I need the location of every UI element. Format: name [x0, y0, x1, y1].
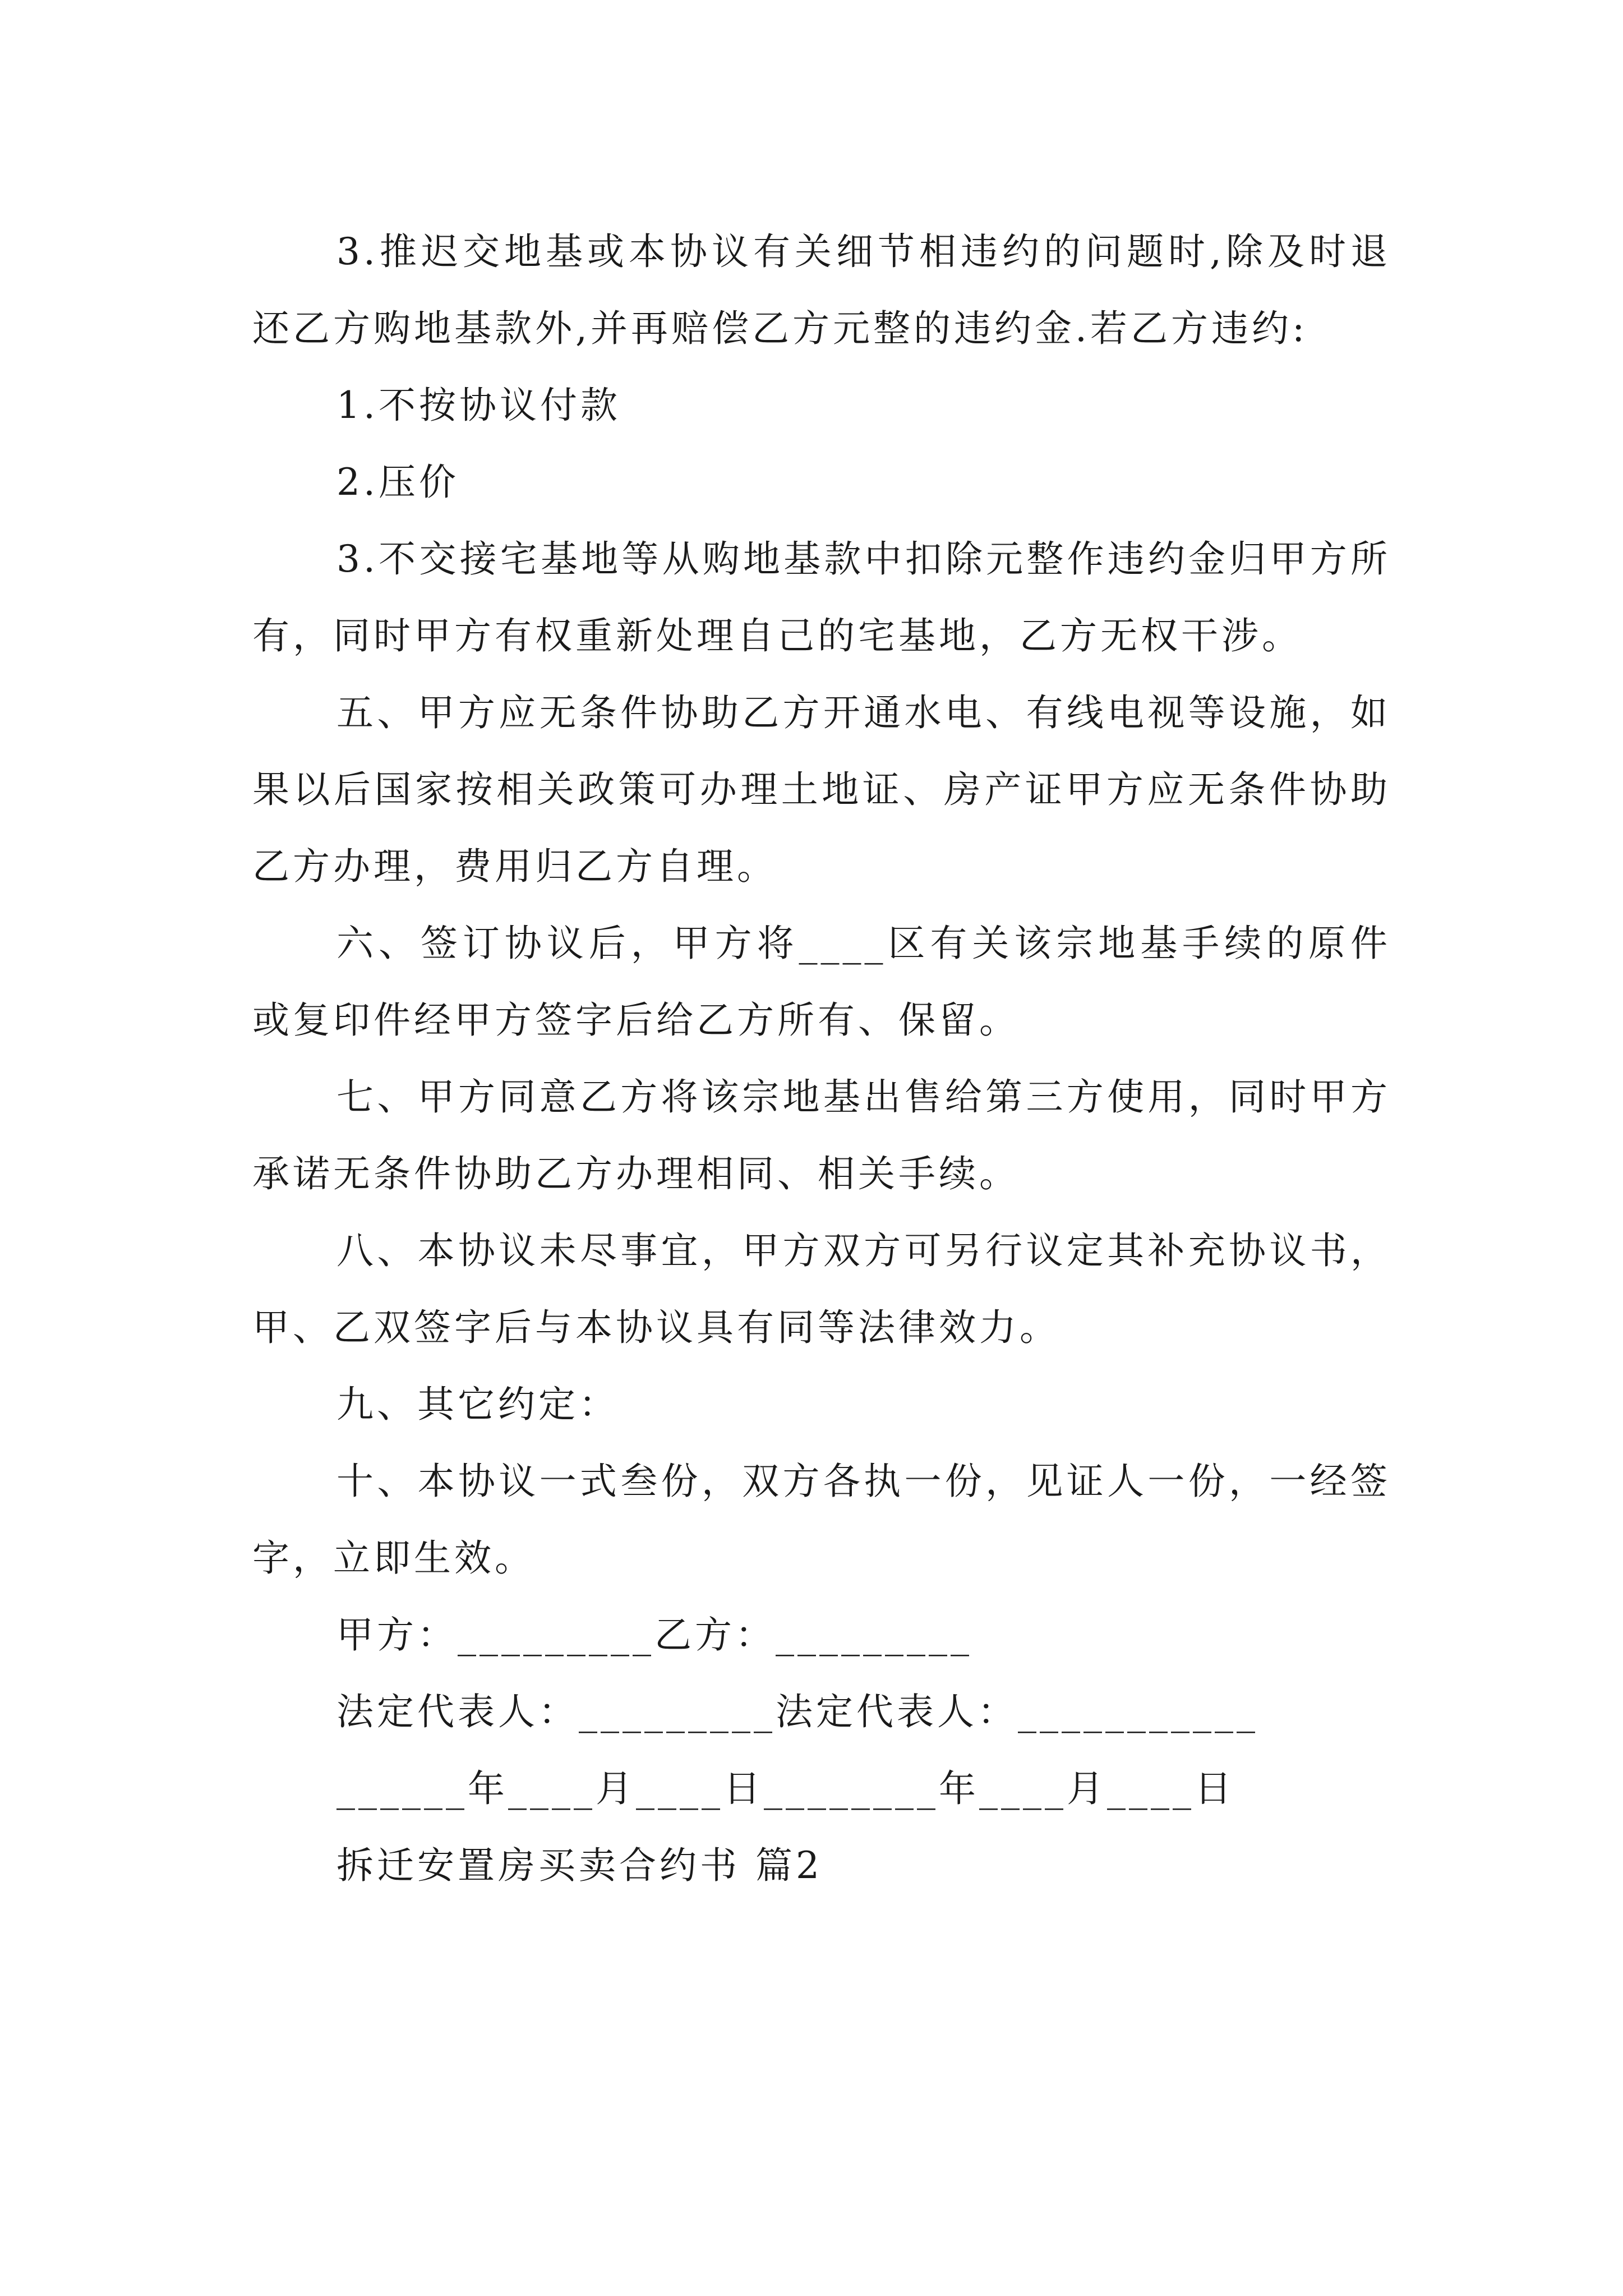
- document-body: [252, 213, 1391, 1904]
- breach-item-1: 1.不按协议付款: [336, 384, 621, 427]
- next-section-title: 拆迁安置房买卖合约书 篇2: [336, 1844, 823, 1887]
- signature-date-line: ______年____月____日________年____月____日: [336, 1767, 1235, 1810]
- clause-eight: 八、本协议未尽事宜，甲方双方可另行议定其补充协议书，甲、乙双签字后与本协议具有同等法律效力。: [252, 1229, 1391, 1349]
- clause-ten: 十、本协议一式叁份，双方各执一份，见证人一份，一经签字，立即生效。: [252, 1460, 1391, 1580]
- clause-six: 六、签订协议后，甲方将____区有关该宗地基手续的原件或复印件经甲方签字后给乙方所有、保留。: [252, 922, 1391, 1042]
- clause-breach-by-party-a: 3.推迟交地基或本协议有关细节相违约的问题时,除及时退还乙方购地基款外,并再赔偿乙方元整的违约金.若乙方违约:: [252, 230, 1391, 350]
- signature-representatives-line: 法定代表人：_________法定代表人：___________: [336, 1690, 1258, 1733]
- clause-nine: 九、其它约定：: [336, 1383, 619, 1426]
- breach-item-3: 3.不交接宅基地等从购地基款中扣除元整作违约金归甲方所有，同时甲方有权重新处理自己的宅基地，乙方无权干涉。: [252, 537, 1391, 657]
- breach-item-2: 2.压价: [336, 461, 459, 504]
- clause-five: 五、甲方应无条件协助乙方开通水电、有线电视等设施，如果以后国家按相关政策可办理土地证、房产证甲方应无条件协助乙方办理，费用归乙方自理。: [252, 691, 1391, 888]
- clause-seven: 七、甲方同意乙方将该宗地基出售给第三方使用，同时甲方承诺无条件协助乙方办理相同、相关手续。: [252, 1075, 1391, 1195]
- signature-parties-line: 甲方：_________乙方：_________: [336, 1613, 972, 1657]
